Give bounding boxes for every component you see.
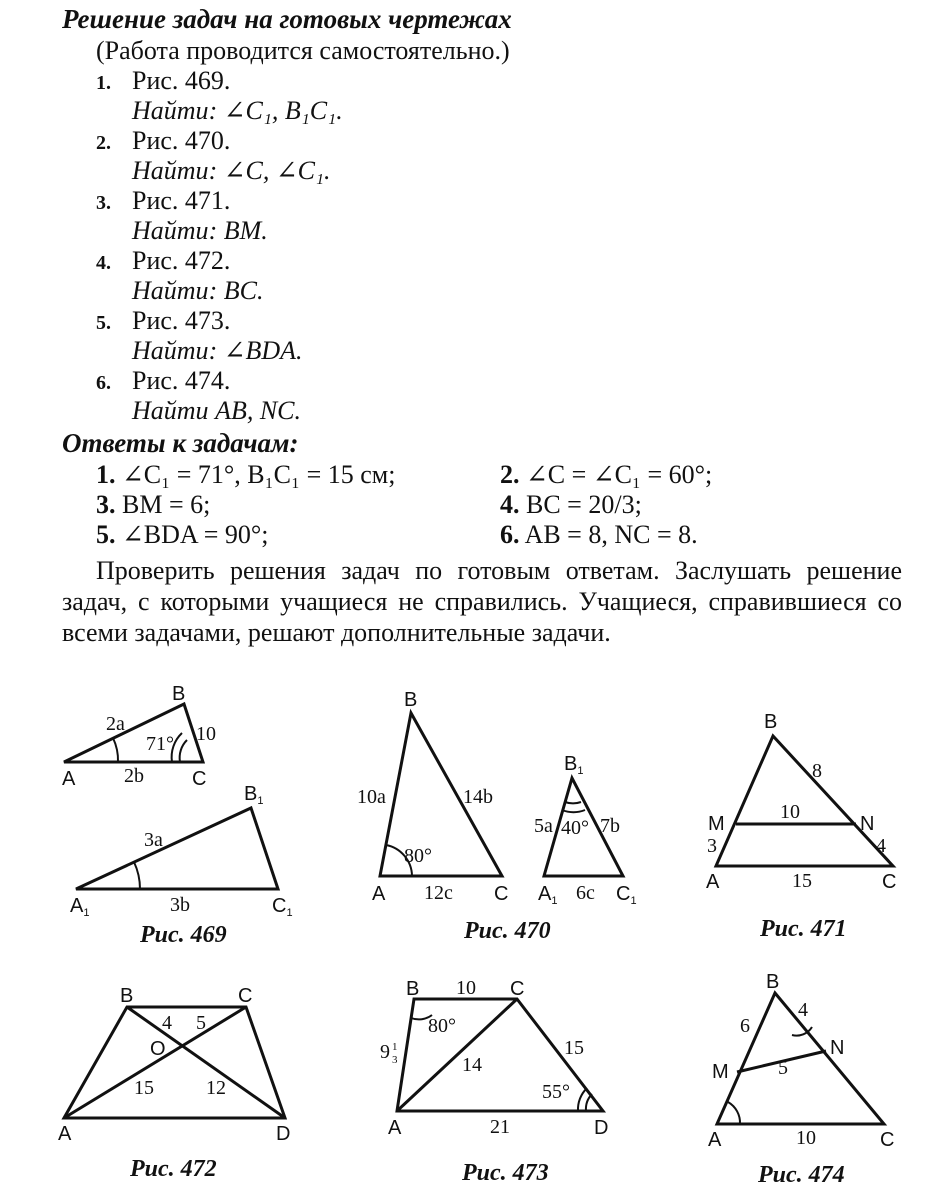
label-a: A [708,1129,722,1151]
side-mn: 10 [780,801,800,823]
figure-469 [62,683,293,948]
angle-arc-a [113,738,118,762]
answer-6: 6. AB = 8, NC = 8. [500,520,698,549]
side-am: 3 [707,835,717,857]
side-ab-numerator: 1 [392,1041,398,1053]
task-1: 1. Рис. 469. [96,66,231,95]
angle1-value: 40° [561,817,589,839]
task-2-find: Найти: ∠C, ∠C₁. [132,156,331,185]
figure-472 [58,985,290,1182]
task-3: 3. Рис. 471. [96,186,231,215]
label-d: D [276,1123,291,1145]
side-ab: 2a [106,713,125,735]
label-a1: $A_1$ [538,883,558,907]
label-n: N [830,1037,845,1059]
angle-arc-d-outer [586,1094,592,1111]
triangle-abc [64,704,203,762]
segment-ao: 15 [134,1077,154,1099]
answer-1: 1. ∠C₁ = 71°, B₁C₁ = 15 см; [96,460,396,489]
side-ad: 21 [490,1116,510,1138]
side-bm: 6 [740,1015,750,1037]
angle-arc-b1-inner [562,810,585,812]
label-c: C [494,883,509,905]
side-bc: 14b [463,786,493,808]
angle-c-value: 71° [146,733,174,755]
trapezoid-abcd [64,1007,285,1118]
label-c: C [510,978,525,1000]
instructions-paragraph: Проверить решения задач по готовым ответам. Заслушать решение задач, с которыми учащиеся не справились. Учащиеся, справившиеся со всеми задачами, решают дополнительные задачи. [62,556,902,647]
label-a: A [388,1117,402,1139]
label-b: B [120,985,134,1007]
side-a1c1: 6c [576,882,595,904]
side-a1b1: 3a [144,829,163,851]
label-a: A [372,883,386,905]
label-c1: $C_1$ [616,883,637,907]
label-b1: $B_1$ [564,753,584,777]
diagonal-ac [397,999,517,1111]
section-title: Решение задач на готовых чертежах [62,4,512,34]
angle-arc-a1 [134,862,140,889]
label-a: A [706,871,720,893]
side-ac: 10 [796,1127,816,1149]
label-c: C [880,1129,895,1151]
side-ab: 10a [357,786,386,808]
caption-470: Рис. 470 [464,918,551,944]
side-ab-whole: 9 [380,1041,390,1063]
segment-od: 12 [206,1077,226,1099]
caption-471: Рис. 471 [760,916,847,942]
angle-value: 80° [404,845,432,867]
side-cd: 15 [564,1037,584,1059]
work-note: (Работа проводится самостоятельно.) [96,36,510,65]
label-m: M [708,813,725,835]
caption-473: Рис. 473 [462,1160,549,1186]
label-c: C [192,768,207,790]
side-b1c1: 7b [600,815,620,837]
angle-arc-b1-outer [565,802,581,803]
figure-470 [357,689,637,944]
label-m: M [712,1061,729,1083]
angle-arc-a [728,1102,740,1124]
caption-474: Рис. 474 [758,1162,845,1188]
side-ab-denominator: 3 [392,1054,398,1066]
side-bn: 8 [812,760,822,782]
caption-472: Рис. 472 [130,1156,217,1182]
label-a: A [58,1123,72,1145]
label-c1: $C_1$ [272,895,293,919]
caption-469: Рис. 469 [140,922,227,948]
task-6-find: Найти AB, NC. [132,396,302,425]
label-b: B [406,978,420,1000]
answer-5: 5. ∠BDA = 90°; [96,520,269,549]
diagonal-ac [64,1007,246,1118]
task-4-find: Найти: BC. [132,276,264,305]
label-c: C [238,985,253,1007]
figure-473 [380,977,608,1186]
task-5: 5. Рис. 473. [96,306,231,335]
triangle-abc [716,736,893,866]
task-4: 4. Рис. 472. [96,246,231,275]
label-c: C [882,871,897,893]
answers-title: Ответы к задачам: [62,428,299,458]
diagonal-ac-value: 14 [462,1054,482,1076]
answer-2: 2. ∠C = ∠C₁ = 60°; [500,460,713,489]
side-bn: 4 [798,999,808,1021]
figure-471 [706,711,896,942]
side-bc: 10 [456,977,476,999]
label-a1: $A_1$ [70,895,90,919]
side-a1c1: 3b [170,894,190,916]
label-o: O [150,1038,166,1060]
side-mn: 5 [778,1057,788,1079]
side-bc: 10 [196,723,216,745]
segment-bo: 4 [162,1012,172,1034]
segment-co: 5 [196,1012,206,1034]
label-b: B [404,689,418,711]
answer-3: 3. BM = 6; [96,490,211,519]
figure-474 [708,971,894,1188]
side-ac: 12c [424,882,453,904]
angle-b-value: 80° [428,1015,456,1037]
task-2: 2. Рис. 470. [96,126,231,155]
triangle-a1b1c1 [76,808,278,889]
label-d: D [594,1117,609,1139]
angle-d-value: 55° [542,1081,570,1103]
side-ac: 2b [124,765,144,787]
task-1-find: Найти: ∠C₁, B₁C₁. [132,96,343,125]
label-a: A [62,768,76,790]
label-b1: $B_1$ [244,783,264,807]
side-a1b1: 5a [534,815,553,837]
angle-arc-c-outer [180,740,187,762]
label-b: B [766,971,780,993]
side-ac: 15 [792,870,812,892]
label-n: N [860,813,875,835]
side-nc: 4 [876,835,886,857]
diagonal-bd [127,1007,285,1118]
label-b: B [172,683,186,705]
answer-4: 4. BC = 20/3; [500,490,642,519]
task-3-find: Найти: BM. [132,216,268,245]
task-5-find: Найти: ∠BDA. [132,336,303,365]
label-b: B [764,711,778,733]
task-6: 6. Рис. 474. [96,366,231,395]
